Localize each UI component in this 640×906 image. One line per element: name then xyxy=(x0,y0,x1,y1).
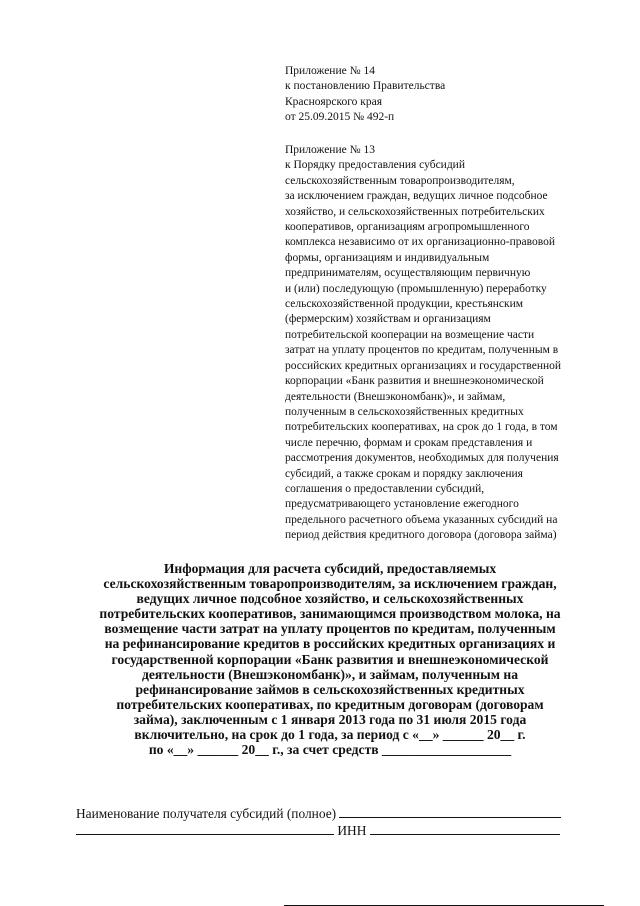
appendix-13-line: предпринимателям, осуществляющим первичную xyxy=(285,267,531,280)
appendix-13-line: комплекса независимо от их организационно-правовой xyxy=(285,236,555,249)
appendix-13-line: соглашения о предоставлении субсидий, xyxy=(285,482,485,495)
recipient-name-label: Наименование получателя субсидий (полное) xyxy=(76,806,337,821)
appendix-13-line: Приложение № 13 xyxy=(285,144,375,156)
info-title-line: Информация для расчета субсидий, предоставляемых xyxy=(163,561,497,576)
info-title-line: ведущих личное подсобное хозяйство, и сельскохозяйственных xyxy=(136,591,524,607)
appendix-13-line: к Порядку предоставления субсидий xyxy=(285,159,465,172)
info-title-line: займа), заключенным с 1 января 2013 года по 31 июля 2015 года xyxy=(133,711,527,727)
appendix-14-line: Приложение № 14 xyxy=(285,65,375,77)
appendix-13-line: предельного расчетного объема указанных субсидий на xyxy=(285,513,558,526)
recipient-inn-row xyxy=(76,822,560,839)
appendix-13-line: за исключением граждан, ведущих личное подсобное xyxy=(285,190,548,203)
appendix-13-line: потребительской кооперации на возмещение части xyxy=(285,328,535,341)
appendix-13-line: корпорации «Банк развития и внешнеэкономической xyxy=(285,375,544,388)
appendix-13-line: числе перечню, формам и срокам представления и xyxy=(285,436,533,449)
info-title-line: включительно, на срок до 1 года, за период с «__» ______ 20__ г. xyxy=(134,727,526,743)
info-title-line: сельскохозяйственным товаропроизводителям, за исключением граждан, xyxy=(103,576,557,592)
appendix-13-line: субсидий, а также срокам и порядку заключения xyxy=(285,467,523,480)
appendix-13-line: сельскохозяйственным товаропроизводителям, xyxy=(285,174,515,187)
appendix-13-line: сельскохозяйственной продукции, крестьянским xyxy=(285,298,524,311)
appendix-13-line: кооперативов, организациям агропромышленного xyxy=(285,221,530,234)
recipient-name-row xyxy=(76,805,561,822)
appendix-14-header xyxy=(285,64,445,126)
info-title-line: государственной корпорации «Банк развития и внешнеэкономической xyxy=(111,651,549,667)
recipient-name-blank-continued xyxy=(76,822,334,835)
appendix-13-line: предусматривающего установление ежегодного xyxy=(285,498,519,511)
info-title-line: потребительских кооперативов, занимающимся производством молока, на xyxy=(99,606,561,622)
appendix-14-line: Красноярского края xyxy=(285,95,382,108)
info-title-line: деятельности (Внешэкономбанк)», и займам, полученным на xyxy=(141,666,519,682)
appendix-13-line: и (или) последующую (промышленную) переработку xyxy=(285,282,547,295)
appendix-13-line: хозяйство, и сельскохозяйственных потребительских xyxy=(285,205,545,218)
info-title-line: по «__» ______ 20__ г., за счет средств ___________________ xyxy=(148,742,512,758)
appendix-13-line: российских кредитных организациях и государственной xyxy=(285,359,562,372)
info-title-line: на рефинансирование кредитов в российских кредитных организациях и xyxy=(104,636,556,652)
appendix-13-line: деятельности (Внешэкономбанк)», и займам, xyxy=(285,390,506,403)
inn-blank xyxy=(370,822,560,835)
info-title-line: потребительских кооперативах, по кредитным договорам (договорам xyxy=(116,696,544,712)
info-title-line: рефинансирование займов в сельскохозяйственных кредитных xyxy=(135,681,525,697)
appendix-13-line: (фермерским) хозяйствам и организациям xyxy=(285,313,491,326)
appendix-13-line: потребительских кооперативах, на срок до 1 года, в том xyxy=(285,421,558,434)
appendix-14-line: от 25.09.2015 № 492-п xyxy=(285,111,395,124)
appendix-14-line: к постановлению Правительства xyxy=(285,80,446,93)
inn-label: ИНН xyxy=(337,823,367,838)
recipient-name-blank xyxy=(339,805,561,818)
appendix-13-line: период действия кредитного договора (договора займа) xyxy=(285,529,557,542)
document-title-info xyxy=(40,561,620,757)
appendix-13-line: формы, организациям и индивидуальным xyxy=(285,251,490,264)
appendix-13-line: затрат на уплату процентов по кредитам, полученным в xyxy=(285,344,559,357)
appendix-13-line: полученным в сельскохозяйственных кредитных xyxy=(285,405,524,418)
appendix-13-header xyxy=(285,143,561,544)
info-title-line: возмещение части затрат на уплату процентов по кредитам, полученным xyxy=(104,621,556,637)
appendix-13-line: рассмотрения документов, необходимых для получения xyxy=(285,452,559,465)
